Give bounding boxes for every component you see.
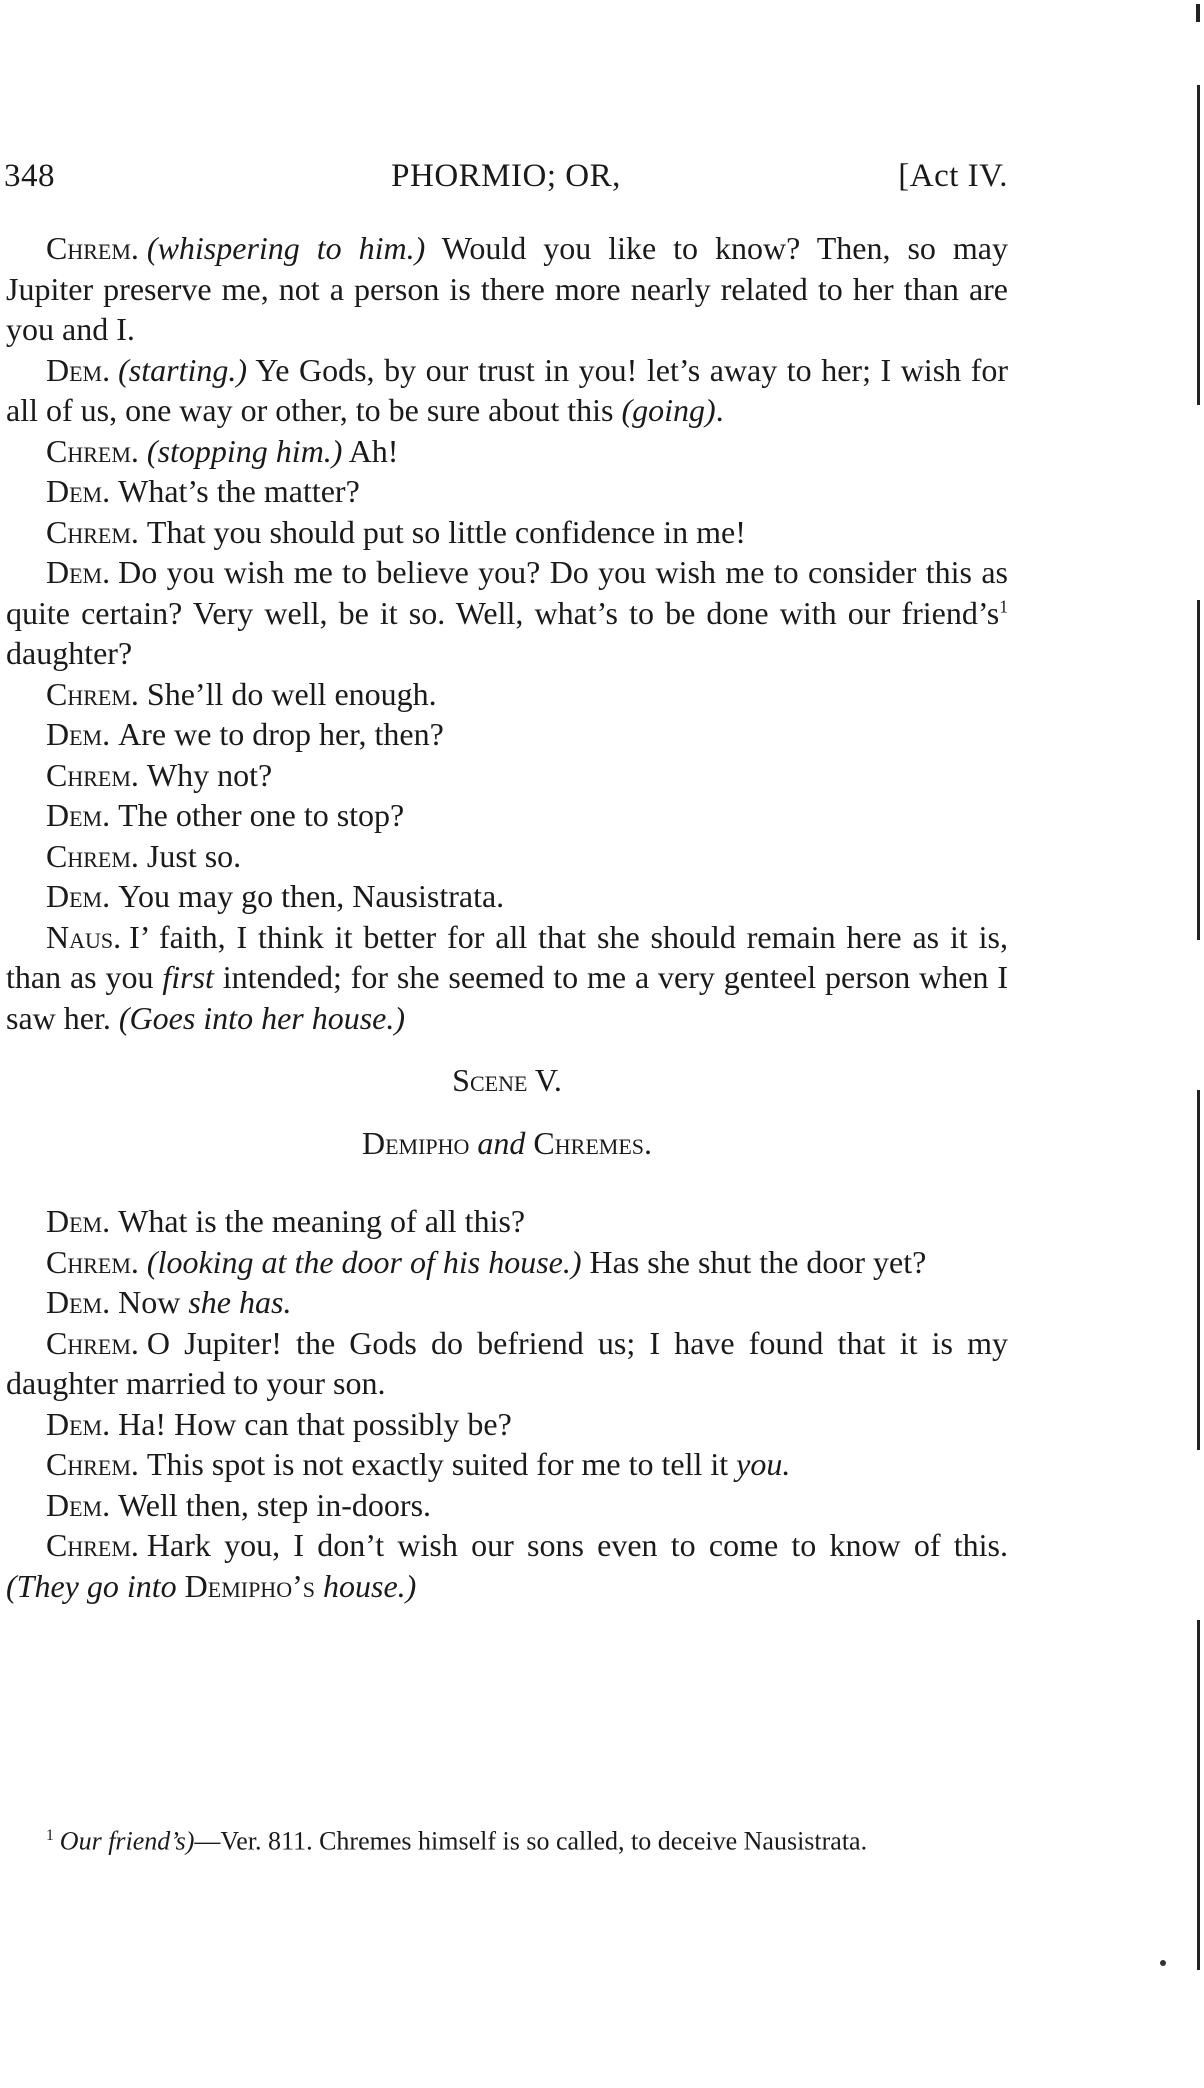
page-number: 348: [4, 158, 55, 194]
dialogue-line: [6, 512, 1008, 553]
speech-text: What’s the matter?: [118, 473, 360, 509]
speaker-name: Dem.: [46, 797, 111, 833]
stage-direction: (They go into: [6, 1567, 185, 1604]
speech-text: Well then, step in-doors.: [118, 1486, 432, 1523]
dialogue-line: [6, 471, 1008, 512]
stage-direction: she has.: [188, 1284, 292, 1320]
speaker-name: Dem.: [46, 1405, 111, 1442]
speaker-name: Dem.: [46, 1284, 111, 1320]
speaker-name: Dem.: [46, 351, 111, 388]
speaker-name: Chrem.: [46, 1324, 139, 1361]
dialogue-line: [6, 714, 1008, 755]
speech-text: Hark you, I don’t wish our sons even to come to know of this.: [146, 1527, 1008, 1563]
dialogue-section-1: [6, 228, 1008, 1038]
scan-edge-mark: [1197, 1620, 1200, 1970]
speaker-name: Naus.: [46, 918, 122, 955]
speech-text: Are we to drop her, then?: [118, 716, 444, 752]
scene-label: Scene: [452, 1062, 528, 1098]
dialogue-line: [6, 1323, 1008, 1404]
speech-text: Ha! How can that possibly be?: [118, 1405, 512, 1442]
speaker-name: Chrem.: [46, 1527, 139, 1563]
cast-second: Chremes.: [533, 1124, 653, 1161]
speaker-name: Chrem.: [46, 837, 139, 874]
dialogue-line: [6, 431, 1008, 472]
speaker-name: Dem.: [46, 1203, 111, 1239]
speech-text: Has she shut the door yet?: [581, 1243, 927, 1280]
speaker-name: Chrem.: [46, 1243, 139, 1280]
speech-text: daughter?: [6, 635, 133, 671]
dialogue-line: [6, 1201, 1008, 1242]
footnote: [6, 1820, 1008, 1857]
footnote-text: —Ver. 811. Chremes himself is so called, to deceive Nausistrata.: [194, 1826, 868, 1856]
dialogue-line: [6, 876, 1008, 917]
speech-text: I’ faith, I think it better for all that she should remain here as it is, than as you: [6, 918, 1008, 995]
dialogue-line: [6, 552, 1008, 674]
page-body: [6, 228, 1008, 1606]
speaker-name: Chrem.: [46, 432, 139, 469]
speaker-name: Chrem.: [46, 230, 139, 266]
speaker-name: Chrem.: [46, 675, 139, 712]
speaker-name: Dem.: [46, 716, 111, 752]
speech-text: Do you wish me to believe you? Do you wish me to consider this as quite certain? Very well, be it so. Well, what’s to be done with our friend’s: [6, 554, 1008, 631]
speech-text: Ah!: [342, 432, 399, 469]
speaker-name: Chrem.: [46, 756, 139, 793]
stage-direction: (going): [621, 392, 716, 428]
speech-text: Now: [118, 1284, 189, 1320]
dialogue-section-2: [6, 1201, 1008, 1606]
scan-edge-mark: [1196, 4, 1200, 22]
speech-text: O Jupiter! the Gods do befriend us; I have found that it is my daughter married to your son.: [6, 1324, 1008, 1401]
scene-number: V.: [534, 1062, 562, 1098]
scene-cast: [6, 1123, 1008, 1164]
stage-direction: you.: [736, 1446, 791, 1482]
scan-edge-mark: [1197, 1090, 1200, 1450]
dialogue-line: [6, 674, 1008, 715]
speech-text: You may go then, Nausistrata.: [118, 878, 505, 914]
running-title: PHORMIO; OR,: [391, 158, 621, 194]
speaker-name: Dem.: [46, 878, 111, 914]
speech-text: She’ll do well enough.: [146, 675, 437, 712]
scene-heading: [6, 1060, 1008, 1101]
scan-edge-mark: [1197, 600, 1200, 940]
scan-speck: [1160, 1960, 1166, 1966]
speech-text: .: [715, 392, 724, 428]
footnote-ref-mark: 1: [999, 596, 1008, 617]
dialogue-line: [6, 1282, 1008, 1323]
speech-text: intended; for she seemed to me a very genteel person when I saw her.: [6, 959, 1009, 1036]
dialogue-line: [6, 1525, 1008, 1606]
dialogue-line: [6, 1242, 1008, 1283]
speech-text: This spot is not exactly suited for me to tell it: [146, 1446, 737, 1482]
act-label: [Act IV.: [898, 158, 1008, 194]
dialogue-line: [6, 1404, 1008, 1445]
speaker-name: Dem.: [46, 473, 111, 509]
speech-text: That you should put so little confidence in me!: [146, 513, 746, 550]
dialogue-line: [6, 836, 1008, 877]
stage-direction: (looking at the door of his house.): [146, 1243, 582, 1280]
speech-text: What is the meaning of all this?: [118, 1203, 526, 1239]
speaker-name: Chrem.: [46, 1446, 139, 1482]
speaker-name: Chrem.: [46, 513, 139, 550]
footnote-mark: 1: [46, 1827, 54, 1844]
cast-and: and: [477, 1124, 526, 1161]
scan-edge-mark: [1197, 85, 1200, 405]
cast-first: Demipho: [361, 1124, 470, 1161]
speech-text: Just so.: [146, 837, 242, 874]
stage-direction: first: [162, 959, 214, 995]
dialogue-line: [6, 228, 1008, 350]
speaker-name: Dem.: [46, 554, 111, 590]
speech-text: Why not?: [146, 756, 273, 793]
character-name: Demipho’s: [184, 1567, 315, 1604]
speech-text: Would you like to know? Then, so may Jupiter preserve me, not a person is there more nearly related to her than are you and I.: [6, 230, 1009, 347]
stage-direction: (Goes into her house.): [118, 999, 406, 1036]
stage-direction: (whispering to him.): [146, 230, 426, 266]
speech-text: Ye Gods, by our trust in you! let’s away to her; I wish for all of us, one way or other, to be sure about this: [6, 351, 1008, 428]
speaker-name: Dem.: [46, 1486, 111, 1523]
dialogue-line: [6, 1485, 1008, 1526]
speech-text: The other one to stop?: [118, 797, 405, 833]
dialogue-line: [6, 755, 1008, 796]
footnote-reference: Our friend’s): [59, 1826, 195, 1856]
dialogue-line: [6, 917, 1008, 1039]
dialogue-line: [6, 350, 1008, 431]
dialogue-line: [6, 795, 1008, 836]
stage-direction: house.): [314, 1567, 417, 1604]
dialogue-line: [6, 1444, 1008, 1485]
stage-direction: (starting.): [118, 351, 247, 388]
running-header: [4, 158, 1008, 204]
stage-direction: (stopping him.): [146, 432, 343, 469]
